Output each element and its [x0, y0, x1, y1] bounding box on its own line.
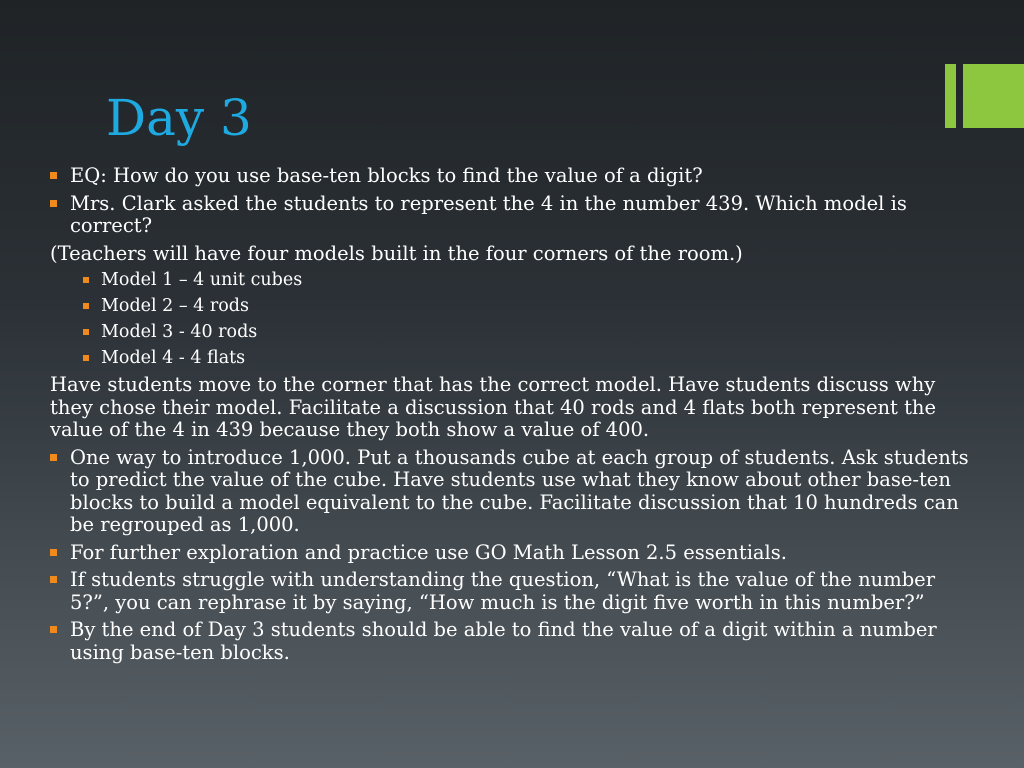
- bullet-text: If students struggle with understanding the question, “What is the value of the number 5?”, you can rephrase it by saying, “How much is the digit five worth in this number?”: [70, 568, 936, 614]
- bullet-text: Mrs. Clark asked the students to represent the 4 in the number 439. Which model is correct?: [70, 191, 907, 237]
- bullet-marker: [83, 355, 89, 361]
- bullet-marker: [83, 303, 89, 309]
- paragraph-corner-activity: Have students move to the corner that has the correct model. Have students discuss why they chose their model. Facilitate a discussion that 40 rods and 4 flats both represent the value of the 4 in 439 because they both show a value of 400.: [50, 373, 937, 441]
- bullet-marker: [50, 172, 57, 179]
- bullet-marker: [83, 329, 89, 335]
- slide-body: [50, 165, 980, 669]
- sub-bullet-model-3: [50, 322, 980, 343]
- bullet-marker: [50, 576, 57, 583]
- sub-bullet-model-4: [50, 348, 980, 369]
- bullet-text: Model 4 - 4 flats: [101, 348, 246, 368]
- bullet-text: By the end of Day 3 students should be able to find the value of a digit within a number using base-ten blocks.: [70, 618, 937, 664]
- slide-title: Day 3: [106, 89, 252, 147]
- bullet-marker: [83, 277, 89, 283]
- bullet-marker: [50, 626, 57, 633]
- accent-bar-thin: [945, 64, 956, 128]
- bullet-text: Model 1 – 4 unit cubes: [101, 270, 303, 290]
- bullet-text: One way to introduce 1,000. Put a thousands cube at each group of students. Ask students to predict the value of the cube. Have students use what they know about other base-ten blocks to build a model equivalent to the cube. Facilitate discussion that 10 hundreds can be regrouped as 1,000.: [70, 445, 969, 536]
- bullet-item-further-exploration: [50, 542, 980, 565]
- bullet-marker: [50, 549, 57, 556]
- bullet-marker: [50, 454, 57, 461]
- bullet-text: EQ: How do you use base-ten blocks to find the value of a digit?: [70, 164, 703, 187]
- bullet-item-question: [50, 193, 980, 238]
- accent-bar-thick: [963, 64, 1024, 128]
- paragraph-teachers-note: (Teachers will have four models built in the four corners of the room.): [50, 241, 743, 265]
- bullet-marker: [50, 200, 57, 207]
- sub-bullet-model-2: [50, 296, 980, 317]
- bullet-item-struggle: [50, 569, 980, 614]
- bullet-text: Model 3 - 40 rods: [101, 322, 258, 342]
- bullet-item-eq: [50, 165, 980, 188]
- bullet-text: For further exploration and practice use GO Math Lesson 2.5 essentials.: [70, 540, 787, 564]
- bullet-text: Model 2 – 4 rods: [101, 296, 249, 316]
- bullet-item-end-of-day: [50, 619, 980, 664]
- bullet-item-introduce-1000: [50, 447, 980, 537]
- sub-bullet-model-1: [50, 270, 980, 291]
